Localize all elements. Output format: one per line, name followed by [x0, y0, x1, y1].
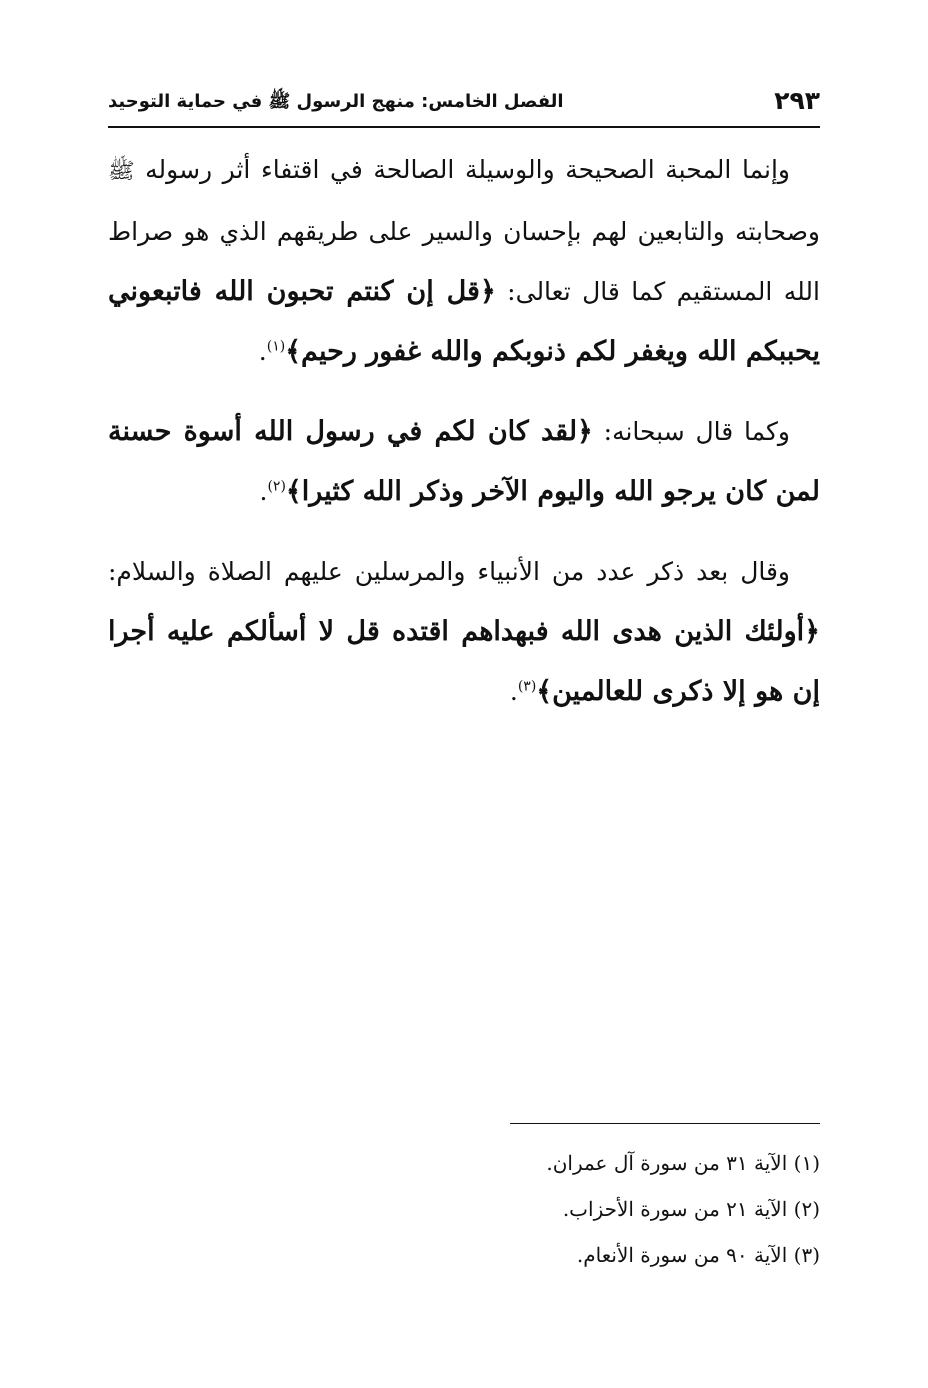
quran-verse-1: ﴿قل إن كنتم تحبون الله فاتبعوني يحببكم الله ويغفر لكم ذنوبكم والله غفور رحيم﴾ [108, 276, 820, 367]
main-text [108, 140, 820, 722]
footnote-3: (٣) الآية ٩٠ من سورة الأنعام. [576, 1243, 820, 1267]
quran-verse-3: ﴿أولئك الذين هدى الله فبهداهم اقتده قل لا أسألكم عليه أجرا إن هو إلا ذكرى للعالمين﴾ [108, 616, 820, 707]
paragraph-3-text: وقال بعد ذكر عدد من الأنبياء والمرسلين عليهم الصلاة والسلام: [108, 557, 790, 586]
page-number: ٢٩٣ [774, 86, 820, 115]
footnote-ref-1[interactable]: (١) [266, 338, 286, 355]
paragraph-3-end: . [509, 677, 518, 706]
paragraph-2-end: . [259, 477, 268, 506]
paragraph-2 [108, 402, 820, 522]
footnote-2: (٢) الآية ٢١ من سورة الأحزاب. [562, 1197, 820, 1221]
page-header [108, 82, 820, 122]
paragraph-1 [108, 140, 820, 382]
paragraph-1-text: وإنما المحبة الصحيحة والوسيلة الصالحة في اقتفاء أثر رسوله [134, 155, 790, 184]
footnote-ref-3[interactable]: (٣) [517, 678, 537, 695]
footnotes [108, 1140, 820, 1278]
footnote-separator [510, 1123, 820, 1124]
header-rule [108, 126, 820, 128]
paragraph-1-text-2: وصحابته والتابعين لهم بإحسان والسير على طريقهم الذي هو صراط الله المستقيم كما قال تعالى: [108, 217, 820, 306]
footnote-1: (١) الآية ٣١ من سورة آل عمران. [546, 1151, 820, 1175]
paragraph-2-text: وكما قال سبحانه: [592, 417, 790, 446]
paragraph-3 [108, 542, 820, 722]
running-title: الفصل الخامس: منهج الرسول ﷺ في حماية التوحيد [108, 91, 564, 112]
footnote-ref-2[interactable]: (٢) [267, 478, 286, 495]
quran-verse-2: ﴿لقد كان لكم في رسول الله أسوة حسنة لمن كان يرجو الله واليوم الآخر وذكر الله كثيرا﴾ [108, 416, 820, 507]
honorific-symbol: ﷺ [108, 159, 135, 184]
paragraph-1-end: . [258, 337, 267, 366]
